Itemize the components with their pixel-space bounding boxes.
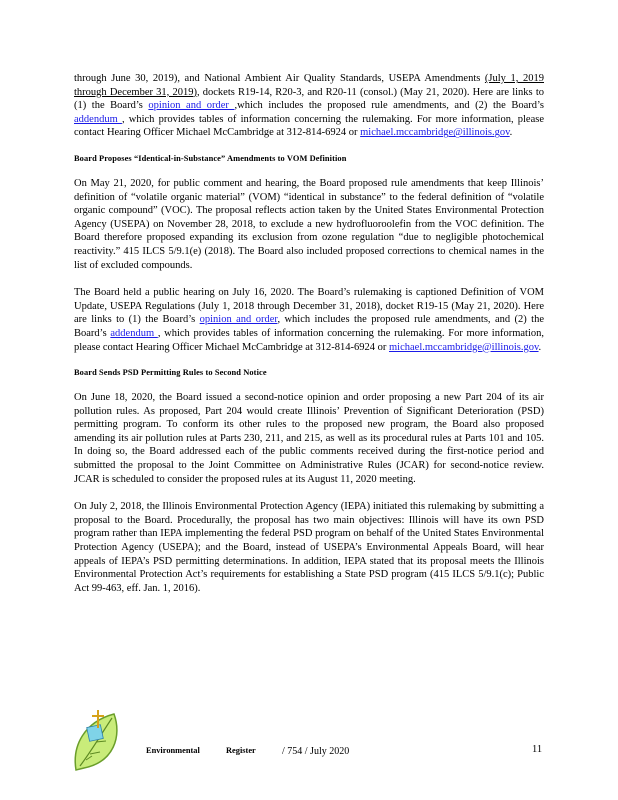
- link-opinion-order-airquality[interactable]: opinion and order: [148, 100, 235, 112]
- footer-issue: / 754 / July 2020: [282, 746, 350, 757]
- heading-psd-permitting: Board Sends PSD Permitting Rules to Second Notice: [74, 368, 267, 378]
- document-body: [74, 72, 544, 595]
- footer-publication: Environmental: [146, 746, 200, 755]
- heading-vom-definition: Board Proposes “Identical-in-Substance” Amendments to VOM Definition: [74, 153, 347, 163]
- link-email-vom[interactable]: michael.mccambridge@illinois.gov: [389, 341, 539, 353]
- paragraph-psd-background: On July 2, 2018, the Illinois Environmental Protection Agency (IEPA) initiated this rulemaking by submitting a proposal to the Board. Procedurally, the proposal has two main objectives: Illinois will have its own PSD program rather than IEPA implementing the federal PSD program on behalf of the United States Environmental Protection Agency (USEPA); and the Board, instead of USEPA’s Environmental Appeals Board, will hear appeals of IEPA’s PSD permitting determinations. In addition, IEPA stated that its proposal meets the Illinois Environmental Protection Act’s requirements for establishing a State PSD program (415 ILCS 5/9.1(c); Public Act 99-463, eff. Jan. 1, 2016).: [74, 501, 544, 594]
- footer-register: Register: [226, 746, 256, 755]
- link-opinion-order-vom[interactable]: opinion and order: [199, 314, 278, 326]
- link-addendum-airquality[interactable]: addendum: [74, 113, 122, 125]
- paragraph-psd-second-notice: On June 18, 2020, the Board issued a second-notice opinion and order proposing a new Part 204 of its air pollution rules. As proposed, Part 204 would create Illinois’ Prevention of Significant Deterioration (PSD) permitting program. To conform its other rules to the proposed new program, the Board also proposed amending its air pollution rules at Parts 230, 211, and 215, as well as its procedural rules at Parts 101 and 105. In doing so, the Board addressed each of the public comments received during the first-notice period and submitted the proposal to the Joint Committee on Administrative Rules (JCAR) for second-notice review. JCAR is scheduled to consider the proposed rules at its August 11, 2020 meeting.: [74, 392, 544, 485]
- page-footer: [0, 700, 618, 800]
- page-number: 11: [532, 744, 543, 755]
- paragraph-vom-hearing: The Board held a public hearing on July 16, 2020. The Board’s rulemaking is captioned Definition of VOM Update, USEPA Regulations (July 1, 2018 through December 31, 2018), docket R19-15 (May 21, 2020). Here are links to (1) the Board’s opinion and order, which includes the proposed rule amendments, and (2) the Board’s addendum , which provides tables of information concerning the rulemaking. For more information, please contact Hearing Officer Michael McCambridge at 312-814-6924 or michael.mccambridge@illinois.gov.: [74, 287, 544, 353]
- link-addendum-vom[interactable]: addendum: [110, 327, 158, 339]
- link-email-airquality[interactable]: michael.mccambridge@illinois.gov: [360, 127, 510, 139]
- paragraph-airquality: through June 30, 2019), and National Ambient Air Quality Standards, USEPA Amendments (July 1, 2019 through December 31, 2019), dockets R19-14, R20-3, and R20-11 (consol.) (May 21, 2020). Here are links to (1) the Board’s opinion and order ,which includes the proposed rule amendments, and (2) the Board’s addendum , which provides tables of information concerning the rulemaking. For more information, please contact Hearing Officer Michael McCambridge at 312-814-6924 or michael.mccambridge@illinois.gov.: [74, 73, 544, 139]
- leaf-logo-icon: [70, 706, 130, 776]
- paragraph-vom-proposal: On May 21, 2020, for public comment and hearing, the Board proposed rule amendments that keep Illinois’ definition of “volatile organic material” (VOM) “identical in substance” to the federal definition of “volatile organic compound” (VOC). The proposal reflects action taken by the United States Environmental Protection Agency (USEPA) on November 28, 2018, to exclude a new hydrofluoroolefin from the VOC definition. The Board therefore proposed expanding its exclusion from ozone regulation “due to negligible photochemical reactivity.” 415 ILCS 5/9.1(e) (2018). The Board also included proposed corrections to chemical names in the list of excluded compounds.: [74, 177, 544, 271]
